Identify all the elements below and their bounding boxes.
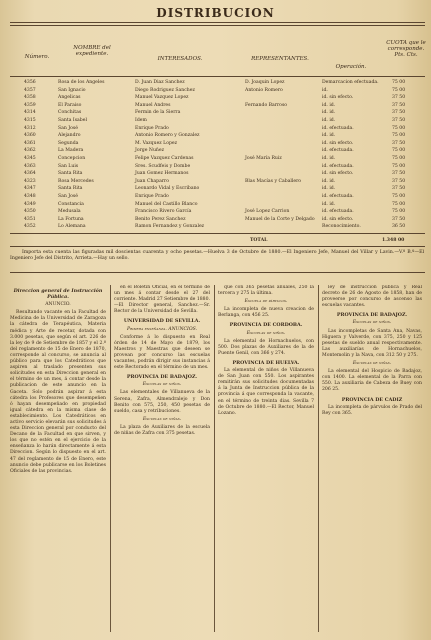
col3-text3: La elemental de Hornachuelos, con 500. Dos plazas de Auxiliares de la de Puente Genil, con 366 y 274. xyxy=(218,338,314,356)
col2-esc2: Escuelas de niñas. xyxy=(142,416,182,422)
table-cell-cuota: 75 00 xyxy=(392,125,406,131)
col2-esc: Escuelas de niños. xyxy=(142,382,182,388)
table-cell-name: Lo Alemana xyxy=(58,224,86,230)
table-cell-int: Juan Gomez Hermanos xyxy=(135,171,189,177)
table-cell-num: 4361 xyxy=(24,140,36,146)
col2-prov: PROVINCIA DE BADAJOZ. xyxy=(126,374,198,381)
table-cell-num: 4349 xyxy=(24,201,36,207)
table-cell-int: Ramon Fernandez y Gonzalez xyxy=(135,224,205,230)
total-label: TOTAL xyxy=(250,238,268,243)
table-cell-name: Santa Rita xyxy=(58,186,83,192)
table-cell-op: id. id. xyxy=(322,102,336,108)
table-cell-cuota: 75 00 xyxy=(392,209,406,215)
table-cell-rep: Fernando Barroso xyxy=(245,102,288,108)
header-representantes: REPRESENTANTES. xyxy=(251,56,309,62)
table-cell-cuota: 75 00 xyxy=(392,87,406,93)
col3-sub: Escuela de párvulos. xyxy=(244,299,288,305)
table-cell-rep: José María Ruiz xyxy=(245,156,282,161)
header-rule xyxy=(10,76,425,77)
table-cell-int: Jorge Nuñez xyxy=(135,148,164,154)
table-cell-cuota: 75 00 xyxy=(392,80,406,85)
table-cell-op: id. efectuada. xyxy=(322,163,354,169)
footnote-rule xyxy=(10,272,425,273)
table-cell-num: 4345 xyxy=(24,156,36,161)
col4-text4: La incompleta de párvulos de Prado del Rey con 365. xyxy=(322,404,422,416)
table-cell-op: id. id. xyxy=(322,178,336,184)
table-cell-op: id. sin efecto. xyxy=(322,216,354,222)
table-cell-int: Fermin de la Sierra xyxy=(135,110,181,116)
header-nombre: NOMBRE del expediente. xyxy=(73,45,111,57)
table-cell-int: Idem xyxy=(135,118,147,123)
table-cell-num: 4347 xyxy=(24,186,36,192)
table-cell-int: Manuel Andres xyxy=(135,102,171,108)
table-cell-num: 4358 xyxy=(24,95,36,101)
table-cell-int: Leonardo Vidal y Escribano xyxy=(135,186,200,192)
table-cell-int: Sres. Scudfeis y Dombe xyxy=(135,163,191,169)
table-cell-name: San Ignacio xyxy=(58,87,86,93)
table-cell-int: Francisco Rivero García xyxy=(135,209,192,215)
table-cell-name: Angelicas xyxy=(58,95,81,101)
table-cell-name: Rosa de los Angeles xyxy=(58,80,105,85)
table-cell-cuota: 75 00 xyxy=(392,163,406,169)
table-cell-cuota: 37 50 xyxy=(392,102,406,108)
table-cell-num: 4348 xyxy=(24,194,36,199)
col4-text3: La elemental del Hospicio de Badajoz, con 1400. La elemental de la Parra con 550. La auxiliaria de Cabeza de Buey con 206 25. xyxy=(322,369,422,393)
table-cell-cuota: 36 50 xyxy=(392,224,406,230)
page-title: DISTRIBUCION xyxy=(156,6,275,20)
table-cell-cuota: 37 50 xyxy=(392,95,406,101)
table-cell-op: Demarcacion efectuada. xyxy=(322,80,379,85)
table-cell-int: Antonio Romero y Gonzalez xyxy=(135,133,200,139)
table-cell-op: id. xyxy=(322,87,328,93)
table-cell-op: id. efectuada. xyxy=(322,148,354,154)
table-cell-num: 4351 xyxy=(24,216,36,222)
col4-prov: PROVINCIA DE BADAJOZ. xyxy=(336,312,408,319)
column-4 xyxy=(322,285,422,636)
table-cell-name: Segunda xyxy=(58,140,79,146)
header-cuota: CUOTA que le corresponde. Pts. Cts. xyxy=(386,40,426,58)
col2-sub: Primera enseñanza. ANUNCIOS. xyxy=(126,326,198,332)
col2-header: UNIVERSIDAD DE SEVILLA. xyxy=(123,318,201,325)
table-cell-int: M. Vazquez Lopez xyxy=(135,140,178,146)
total-value: 1.348 00 xyxy=(382,238,405,243)
table-cell-num: 4360 xyxy=(24,133,36,139)
table-cell-num: 4356 xyxy=(24,80,36,85)
col2-text: en el Boletin Oficial, en el término de un mes á contar desde el 27 del corriente. Madrid 27 Setiembre de 1880.—El Director general, Sanchez.—Sr. Rector de la Universidad de Sevilla. xyxy=(114,285,210,315)
table-cell-name: Constancia xyxy=(58,201,84,207)
table-cell-int: Enrique Prado xyxy=(135,125,169,131)
table-cell-num: 4359 xyxy=(24,102,36,108)
table-cell-name: La Fortuna xyxy=(58,216,84,222)
table-cell-rep: Manuel de la Corte y Delgado xyxy=(245,216,315,222)
col-rule-3 xyxy=(318,285,319,632)
table-cell-cuota: 75 00 xyxy=(392,148,406,154)
table-cell-cuota: 37 50 xyxy=(392,186,406,192)
table-cell-name: Alejandro xyxy=(58,133,81,139)
column-1 xyxy=(10,285,106,636)
table-cell-int: Benito Perez Sanchez xyxy=(135,216,186,222)
title-rule-2 xyxy=(10,25,425,26)
table-cell-int: Diego Rodriguez Sanchez xyxy=(135,87,195,93)
table-cell-name: Medusala xyxy=(58,209,81,215)
table-cell-cuota: 37 50 xyxy=(392,140,406,146)
table-cell-rep: Blas Macías y Caballero xyxy=(245,178,302,184)
table-cell-cuota: 37 50 xyxy=(392,216,406,222)
table-cell-cuota: 37 50 xyxy=(392,118,406,123)
table-cell-name: Santa Rita xyxy=(58,171,83,177)
table-cell-num: 4352 xyxy=(24,224,36,230)
table-cell-num: 4363 xyxy=(24,163,36,169)
table-cell-cuota: 75 00 xyxy=(392,194,406,199)
column-3 xyxy=(218,285,314,636)
col4-esc2: Escuelas de niñas. xyxy=(352,361,392,367)
col2-text4: La plaza de Auxiliares de la escuela de niñas de Zafra con 375 pesetas. xyxy=(114,424,210,436)
table-cell-cuota: 75 00 xyxy=(392,156,406,161)
table-cell-op: id. sin efecto. xyxy=(322,95,354,101)
table-cell-num: 4357 xyxy=(24,87,36,93)
table-cell-rep: José Lopez Carrion xyxy=(245,209,290,215)
col1-header: Direccion general de Instrucción Pública. xyxy=(13,288,103,301)
table-cell-int: Felipe Vazquez Cardenas xyxy=(135,156,194,161)
table-cell-num: 4312 xyxy=(24,125,36,131)
table-cell-num: 4315 xyxy=(24,118,36,123)
table-cell-op: id. efectuada. xyxy=(322,194,354,199)
col2-text2: Conforme á lo dispuesto en Real órden de 14 de Mayo de 1879, los Maestros y Maestras que deseen se provean por concurso las escuelas vacantes, podrán dirigir sus instancias á este Rectorado en el término de un mes. xyxy=(114,334,210,371)
table-cell-op: id. sin efecto. xyxy=(322,140,354,146)
table-cell-int: Manuel del Castillo Blanco xyxy=(135,201,198,207)
table-cell-op: id. efectuada. xyxy=(322,209,354,215)
table-cell-rep: D. Joaquin Lopez xyxy=(245,80,285,85)
table-cell-name: Concepcion xyxy=(58,156,86,161)
table-cell-name: Santa Isabel xyxy=(58,118,87,123)
col2-text3: Las elementales de Villanueva de la Serena, Zafra, Almendralejo y Don Benito con 575, 250, 450 pesetas de sueldo, casa y retribuciones. xyxy=(114,390,210,414)
table-cell-op: id. efectuada. xyxy=(322,125,354,131)
total-rule-2 xyxy=(10,246,425,247)
table-cell-op: id. id. xyxy=(322,186,336,192)
col3-text2: La incompleta de nueva creacion de Berlanga, con 456 25. xyxy=(218,307,314,319)
table-cell-op: id. id. xyxy=(322,118,336,123)
total-rule xyxy=(10,233,425,234)
table-cell-name: La Madera xyxy=(58,148,84,154)
table-cell-int: Enrique Prado xyxy=(135,194,169,199)
table-cell-name: El Paraiso xyxy=(58,102,82,108)
table-cell-int: D. Juan Diaz Sanchez xyxy=(135,80,185,85)
col3-prov: PROVINCIA DE CORDOBA. xyxy=(229,322,303,329)
title-rule xyxy=(10,22,425,23)
table-cell-num: 4362 xyxy=(24,148,36,154)
column-2 xyxy=(114,285,210,636)
table-cell-op: id. sin efecto. xyxy=(322,171,354,177)
table-cell-cuota: 37 50 xyxy=(392,171,406,177)
table-cell-name: Rosa Mercedes xyxy=(58,178,94,184)
col3-text: que con 365 pesetas anuales, 250 la tercera y 275 la última. xyxy=(218,285,314,297)
table-cell-name: San José xyxy=(58,194,78,199)
table-cell-op: Reconocimiento. xyxy=(322,224,361,230)
table-cell-name: San José xyxy=(58,125,78,131)
footnote: Importa esta cuenta las figuradas mil doscientas cuarenta y ocho pesetas.—Huelva 3 de Octubre de 1880.—El Ingeniero Jefe, Manuel del Villar y Lavin.—V.º B.º—El Ingeniero Jefe del Distrito, Arrieta.—Hay un sello. xyxy=(10,250,424,261)
table-cell-op: id. id. xyxy=(322,133,336,139)
col-rule-2 xyxy=(214,285,215,632)
table-cell-rep: Antonio Romero xyxy=(245,87,283,93)
header-interesados: INTERESADOS. xyxy=(157,56,203,62)
header-operacion: Operación. xyxy=(335,64,367,70)
col4-text2: Las incompletas de Santa Ana, Navas, Higuera y Valverde, con 375, 250 y 125 pesetas de sueldo anual respectivamente. Las auxiliarías de Hornachuelos, Montemolin y la Nava, con 312 50 y 275. xyxy=(322,328,422,358)
table-cell-name: San Luis xyxy=(58,163,79,169)
table-cell-cuota: 75 00 xyxy=(392,133,406,139)
col-rule-1 xyxy=(110,285,111,632)
col1-text: Resultando vacante en la Facultad de Medicina de la Universidad de Zaragoza la cátedra de Terapéutica, Materia médica y Arte de recetar, dotada con 3.000 pesetas, que según el art. 226 de la ley de 9 de Setiembre de 1857 y el 2.º del reglamento de 15 de Enero de 1870, corresponde al concurso, se anuncia al público para que los Catedráticos que aspiren al traslado presenten sus solicitudes en esta Direccion general en el término de un mes, á contar desde la publicacion de este anuncio en la Gaceta. Solo podrán aspirar á esta cátedra los Profesores que desempeñen ó hayan desempeñado en propiedad igual cátedra en la misma clase de establecimiento. Los Catedráticos en activo servicio elevarán sus solicitudes á esta Direccion general por conducto del Decano de la Facultad en que sirven, y los que no estén en el ejercicio de la enseñanza lo harán directamente á esta Direccion. Según lo dispuesto en el art. 47 del reglamento de 15 de Enero, este anuncio debe publicarse en los Boletines Oficiales de las provincias. xyxy=(10,310,106,474)
col3-esc: Escuelas de niños. xyxy=(246,330,286,336)
col4-esc: Escuelas de niños. xyxy=(352,320,392,326)
table-cell-op: id. id. xyxy=(322,110,336,116)
col4-text: ley de instrucción pública y Real decreto de 26 de Agosto de 1858, han de proveerse por concurso de ascenso las escuelas vacantes. xyxy=(322,285,422,309)
table-cell-op: id. id. xyxy=(322,201,336,207)
table-cell-int: Juan Chaparro xyxy=(135,178,170,184)
col1-sub: ANUNCIO. xyxy=(45,302,71,308)
header-numero: Número. xyxy=(24,54,50,60)
table-cell-num: 4323 xyxy=(24,178,36,184)
table-cell-name: Conchitas xyxy=(58,110,82,116)
table-cell-op: id. id. xyxy=(322,156,336,161)
col3-prov2: PROVINCIA DE HUELVA. xyxy=(232,359,300,366)
table-cell-num: 4314 xyxy=(24,110,36,116)
table-cell-cuota: 75 00 xyxy=(392,201,406,207)
table-cell-int: Manuel Vazquez Lopez xyxy=(135,95,189,101)
table-cell-num: 4364 xyxy=(24,171,36,177)
table-cell-cuota: 37 50 xyxy=(392,178,406,184)
table-cell-cuota: 37 50 xyxy=(392,110,406,116)
col3-text4: La elemental de niños de Villanueva de San Juan con 550. Los aspirantes remitirán sus solicitudes documentadas á la Junta de Instruccion pública de la provincia á que corresponda la vacante, en el término de treinta dias. Sevilla 7 de Octubre de 1880.—El Rector, Manuel Lozano. xyxy=(218,368,314,416)
table-cell-num: 4350 xyxy=(24,209,36,215)
col4-prov2: PROVINCIA DE CADIZ xyxy=(341,396,403,403)
